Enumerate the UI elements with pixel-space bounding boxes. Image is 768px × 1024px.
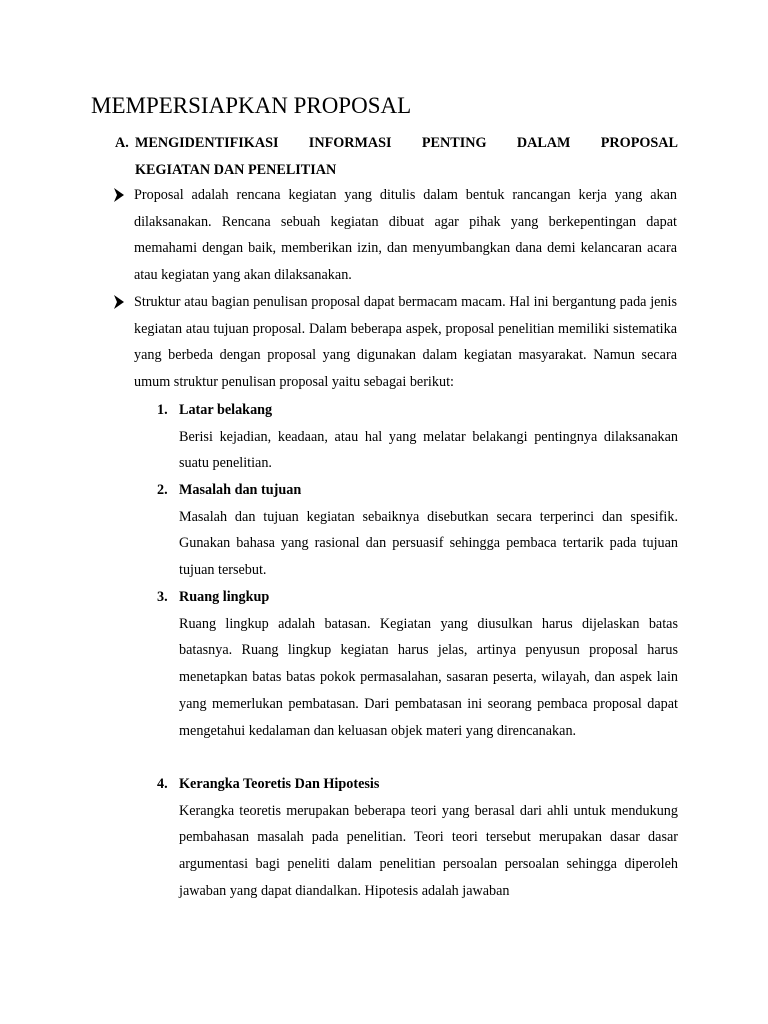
numbered-item-kerangka-teoretis [157,771,678,905]
item-heading: Kerangka Teoretis Dan Hipotesis [179,776,380,792]
item-heading: Ruang lingkup [179,589,270,605]
item-body: Masalah dan tujuan kegiatan sebaiknya disebutkan secara terperinci dan spesifik. Gunakan bahasa yang rasional dan persuasif sehingga pembaca tertarik pada tujuan tujuan tersebut. [179,508,678,579]
item-body: Ruang lingkup adalah batasan. Kegiatan yang diusulkan harus dijelaskan batas batasnya. Ruang lingkup kegiatan harus jelas, artinya penyusun proposal harus menetapkan batas batas pokok permasalahan, sasaran peserta, wilayah, dan aspek lain yang memerlukan pembatasan. Dari pembatasan ini seorang pembaca proposal dapat mengetahui kedalaman dan keluasan objek materi yang direncanakan. [179,615,678,739]
bullet-item-structure [114,289,677,396]
item-heading: Latar belakang [179,402,273,418]
bullet-text: Proposal adalah rencana kegiatan yang ditulis dalam bentuk rancangan kerja yang akan dilaksanakan. Rencana sebuah kegiatan dibuat agar pihak yang berkepentingan dapat memahami dengan baik, memberikan izin, dan menyumbangkan dana demi kelancaran acara atau kegiatan yang akan dilaksanakan. [134,187,677,284]
item-number: 3. [157,589,168,605]
section-a-heading [115,130,678,184]
arrow-bullet-icon [114,295,124,309]
numbered-item-ruang-lingkup [157,584,678,744]
item-body: Berisi kejadian, keadaan, atau hal yang melatar belakangi pentingnya dilaksanakan suatu penelitian. [179,428,678,472]
item-number: 2. [157,482,168,498]
section-heading-line-2: KEGIATAN DAN PENELITIAN [135,162,337,178]
arrow-bullet-icon [114,188,124,202]
item-number: 4. [157,776,168,792]
section-heading-line-1: MENGIDENTIFIKASI INFORMASI PENTING DALAM PROPOSAL [135,135,678,151]
numbered-item-latar-belakang [157,397,678,477]
item-number: 1. [157,402,168,418]
section-letter: A. [115,135,129,151]
item-heading: Masalah dan tujuan [179,482,302,498]
item-body: Kerangka teoretis merupakan beberapa teori yang berasal dari ahli untuk mendukung pembahasan masalah pada penelitian. Teori teori tersebut merupakan dasar dasar argumentasi bagi peneliti dalam penelitian persoalan persoalan sehingga diperoleh jawaban yang dapat diandalkan. Hipotesis adalah jawaban [179,802,678,899]
bullet-item-definition [114,182,677,289]
bullet-text: Struktur atau bagian penulisan proposal dapat bermacam macam. Hal ini bergantung pada jenis kegiatan atau tujuan proposal. Dalam beberapa aspek, proposal penelitian memiliki sistematika yang berbeda dengan proposal yang digunakan dalam kegiatan masyarakat. Namun secara umum struktur penulisan proposal yaitu sebagai berikut: [134,294,677,391]
numbered-item-masalah-tujuan [157,477,678,584]
page-title: MEMPERSIAPKAN PROPOSAL [91,93,412,118]
